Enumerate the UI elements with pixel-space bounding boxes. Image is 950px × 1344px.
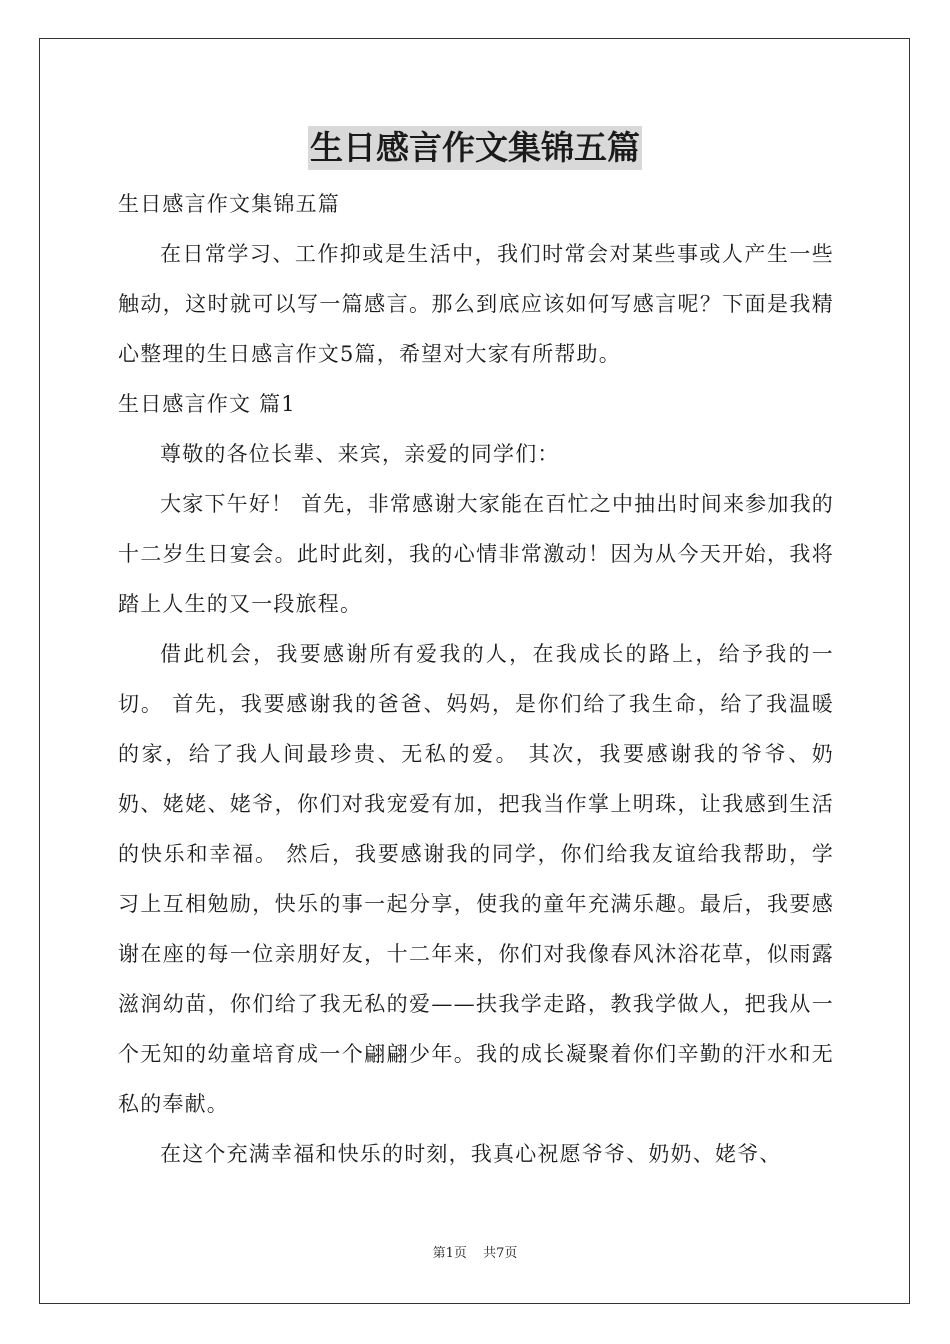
paragraph-2: 生日感言作文 篇1 — [118, 392, 296, 416]
paragraph-3: 尊敬的各位长辈、来宾，亲爱的同学们： — [160, 442, 560, 466]
paragraph-1: 在日常学习、工作抑或是生活中，我们时常会对某些事或人产生一些触动，这时就可以写一篇感言。那么到底应该如何写感言呢？下面是我精心整理的生日感言作文5篇，希望对大家有所帮助。 — [118, 242, 834, 366]
page-number-total: 共7页 — [483, 1246, 518, 1261]
paragraph-5: 借此机会，我要感谢所有爱我的人，在我成长的路上，给予我的一切。 首先，我要感谢我的爸爸、妈妈，是你们给了我生命，给了我温暖的家，给了我人间最珍贵、无私的爱。 其次，我要感谢我的爷爷、奶奶、姥姥、姥爷，你们对我宠爱有加，把我当作掌上明珠，让我感到生活的快乐和幸福。 然后，我要感谢我的同学，你们给我友谊给我帮助，学习上互相勉励，快乐的事一起分享，使我的童年充满乐趣。最后，我要感谢在座的每一位亲朋好友，十二年来，你们对我像春风沐浴花草，似雨露滋润幼苗，你们给了我无私的爱——扶我学走路，教我学做人，把我从一个无知的幼童培育成一个翩翩少年。我的成长凝聚着你们辛勤的汗水和无私的奉献。 — [118, 642, 834, 1116]
page-footer — [0, 1245, 950, 1263]
title-wrap — [0, 126, 950, 170]
page-number-current: 第1页 — [432, 1246, 467, 1261]
paragraph-4: 大家下午好！ 首先，非常感谢大家能在百忙之中抽出时间来参加我的十二岁生日宴会。此时此刻，我的心情非常激动！因为从今天开始，我将踏上人生的又一段旅程。 — [118, 492, 834, 616]
document-title: 生日感言作文集锦五篇 — [308, 126, 642, 170]
document-body — [118, 179, 834, 1179]
paragraph-0: 生日感言作文集锦五篇 — [118, 192, 340, 216]
paragraph-6: 在这个充满幸福和快乐的时刻，我真心祝愿爷爷、奶奶、姥爷、 — [160, 1142, 782, 1166]
